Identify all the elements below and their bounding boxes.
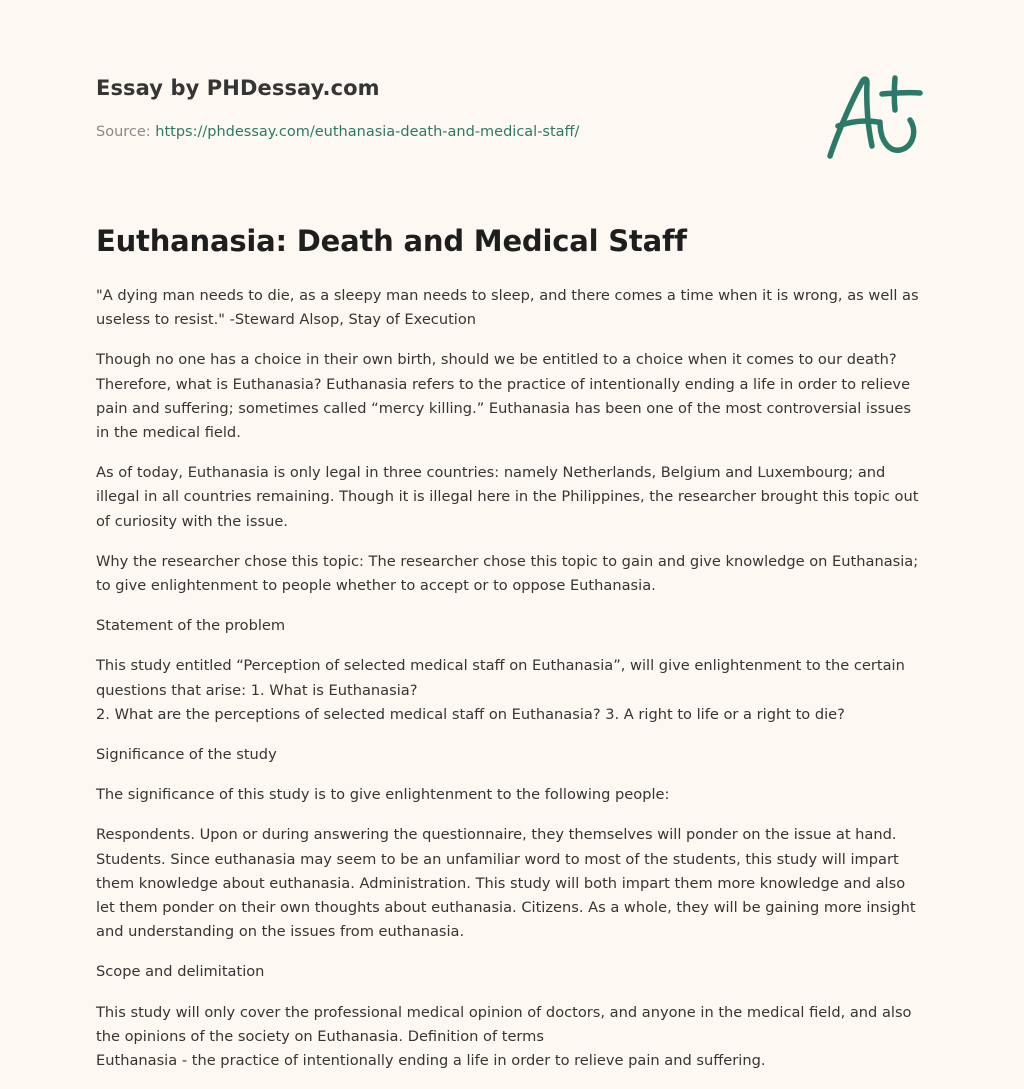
section-heading: Scope and delimitation [96, 963, 265, 981]
article-paragraph: Respondents. Upon or during answering the questionnaire, they themselves will ponder on the issue at hand. Students. Since euthanasia may seem to be an unfamiliar word to most of the students, this study will impart them knowledge about euthanasia. Administration. This study will both impart them more knowledge and also let them ponder on their own thoughts about euthanasia. Citizens. As a whole, they will be gaining more insight and understanding on the issues from euthanasia. [96, 826, 916, 941]
section-heading: Statement of the problem [96, 617, 286, 635]
article-paragraph: "A dying man needs to die, as a sleepy man needs to sleep, and there comes a time when it is wrong, as well as useless to resist." -Steward Alsop, Stay of Execution [96, 287, 919, 329]
source-link[interactable]: https://phdessay.com/euthanasia-death-and-medical-staff/ [155, 124, 580, 140]
article-paragraph: This study will only cover the professional medical opinion of doctors, and anyone in the medical field, and also the opinions of the society on Euthanasia. Definition of terms Euthanasia - the practice of intentionally ending a life in order to relieve pain and suffering. [96, 1003, 912, 1070]
article-paragraph: Why the researcher chose this topic: The researcher chose this topic to gain and give knowledge on Euthanasia; to give enlightenment to people whether to accept or to oppose Euthanasia. [96, 552, 919, 595]
site-brand: Essay by PHDessay.com [96, 76, 380, 100]
article-paragraph: Though no one has a choice in their own birth, should we be entitled to a choice when it comes to our death? Therefore, what is Euthanasia? Euthanasia refers to the practice of intentionally ending a life in order to relieve pain and suffering; sometimes called “mercy killing.” Euthanasia has been one of the most controversial issues in the medical field. [96, 351, 911, 442]
article-paragraph: The significance of this study is to give enlightenment to the following people: [96, 786, 670, 804]
a-plus-logo-icon [822, 66, 926, 166]
page-title: Euthanasia: Death and Medical Staff [96, 224, 687, 258]
article-paragraph: This study entitled “Perception of selected medical staff on Euthanasia”, will give enlightenment to the certain questions that arise: 1. What is Euthanasia? 2. What are the perceptions of selected medical staff on Euthanasia? 3. A right to life or a right to die? [96, 657, 905, 723]
source-line [96, 124, 579, 140]
article-body [96, 284, 928, 1089]
section-heading: Significance of the study [96, 746, 277, 764]
article-paragraph: As of today, Euthanasia is only legal in three countries: namely Netherlands, Belgium and Luxembourg; and illegal in all countries remaining. Though it is illegal here in the Philippines, the researcher brought this topic out of curiosity with the issue. [96, 464, 919, 530]
source-label: Source: [96, 124, 151, 140]
